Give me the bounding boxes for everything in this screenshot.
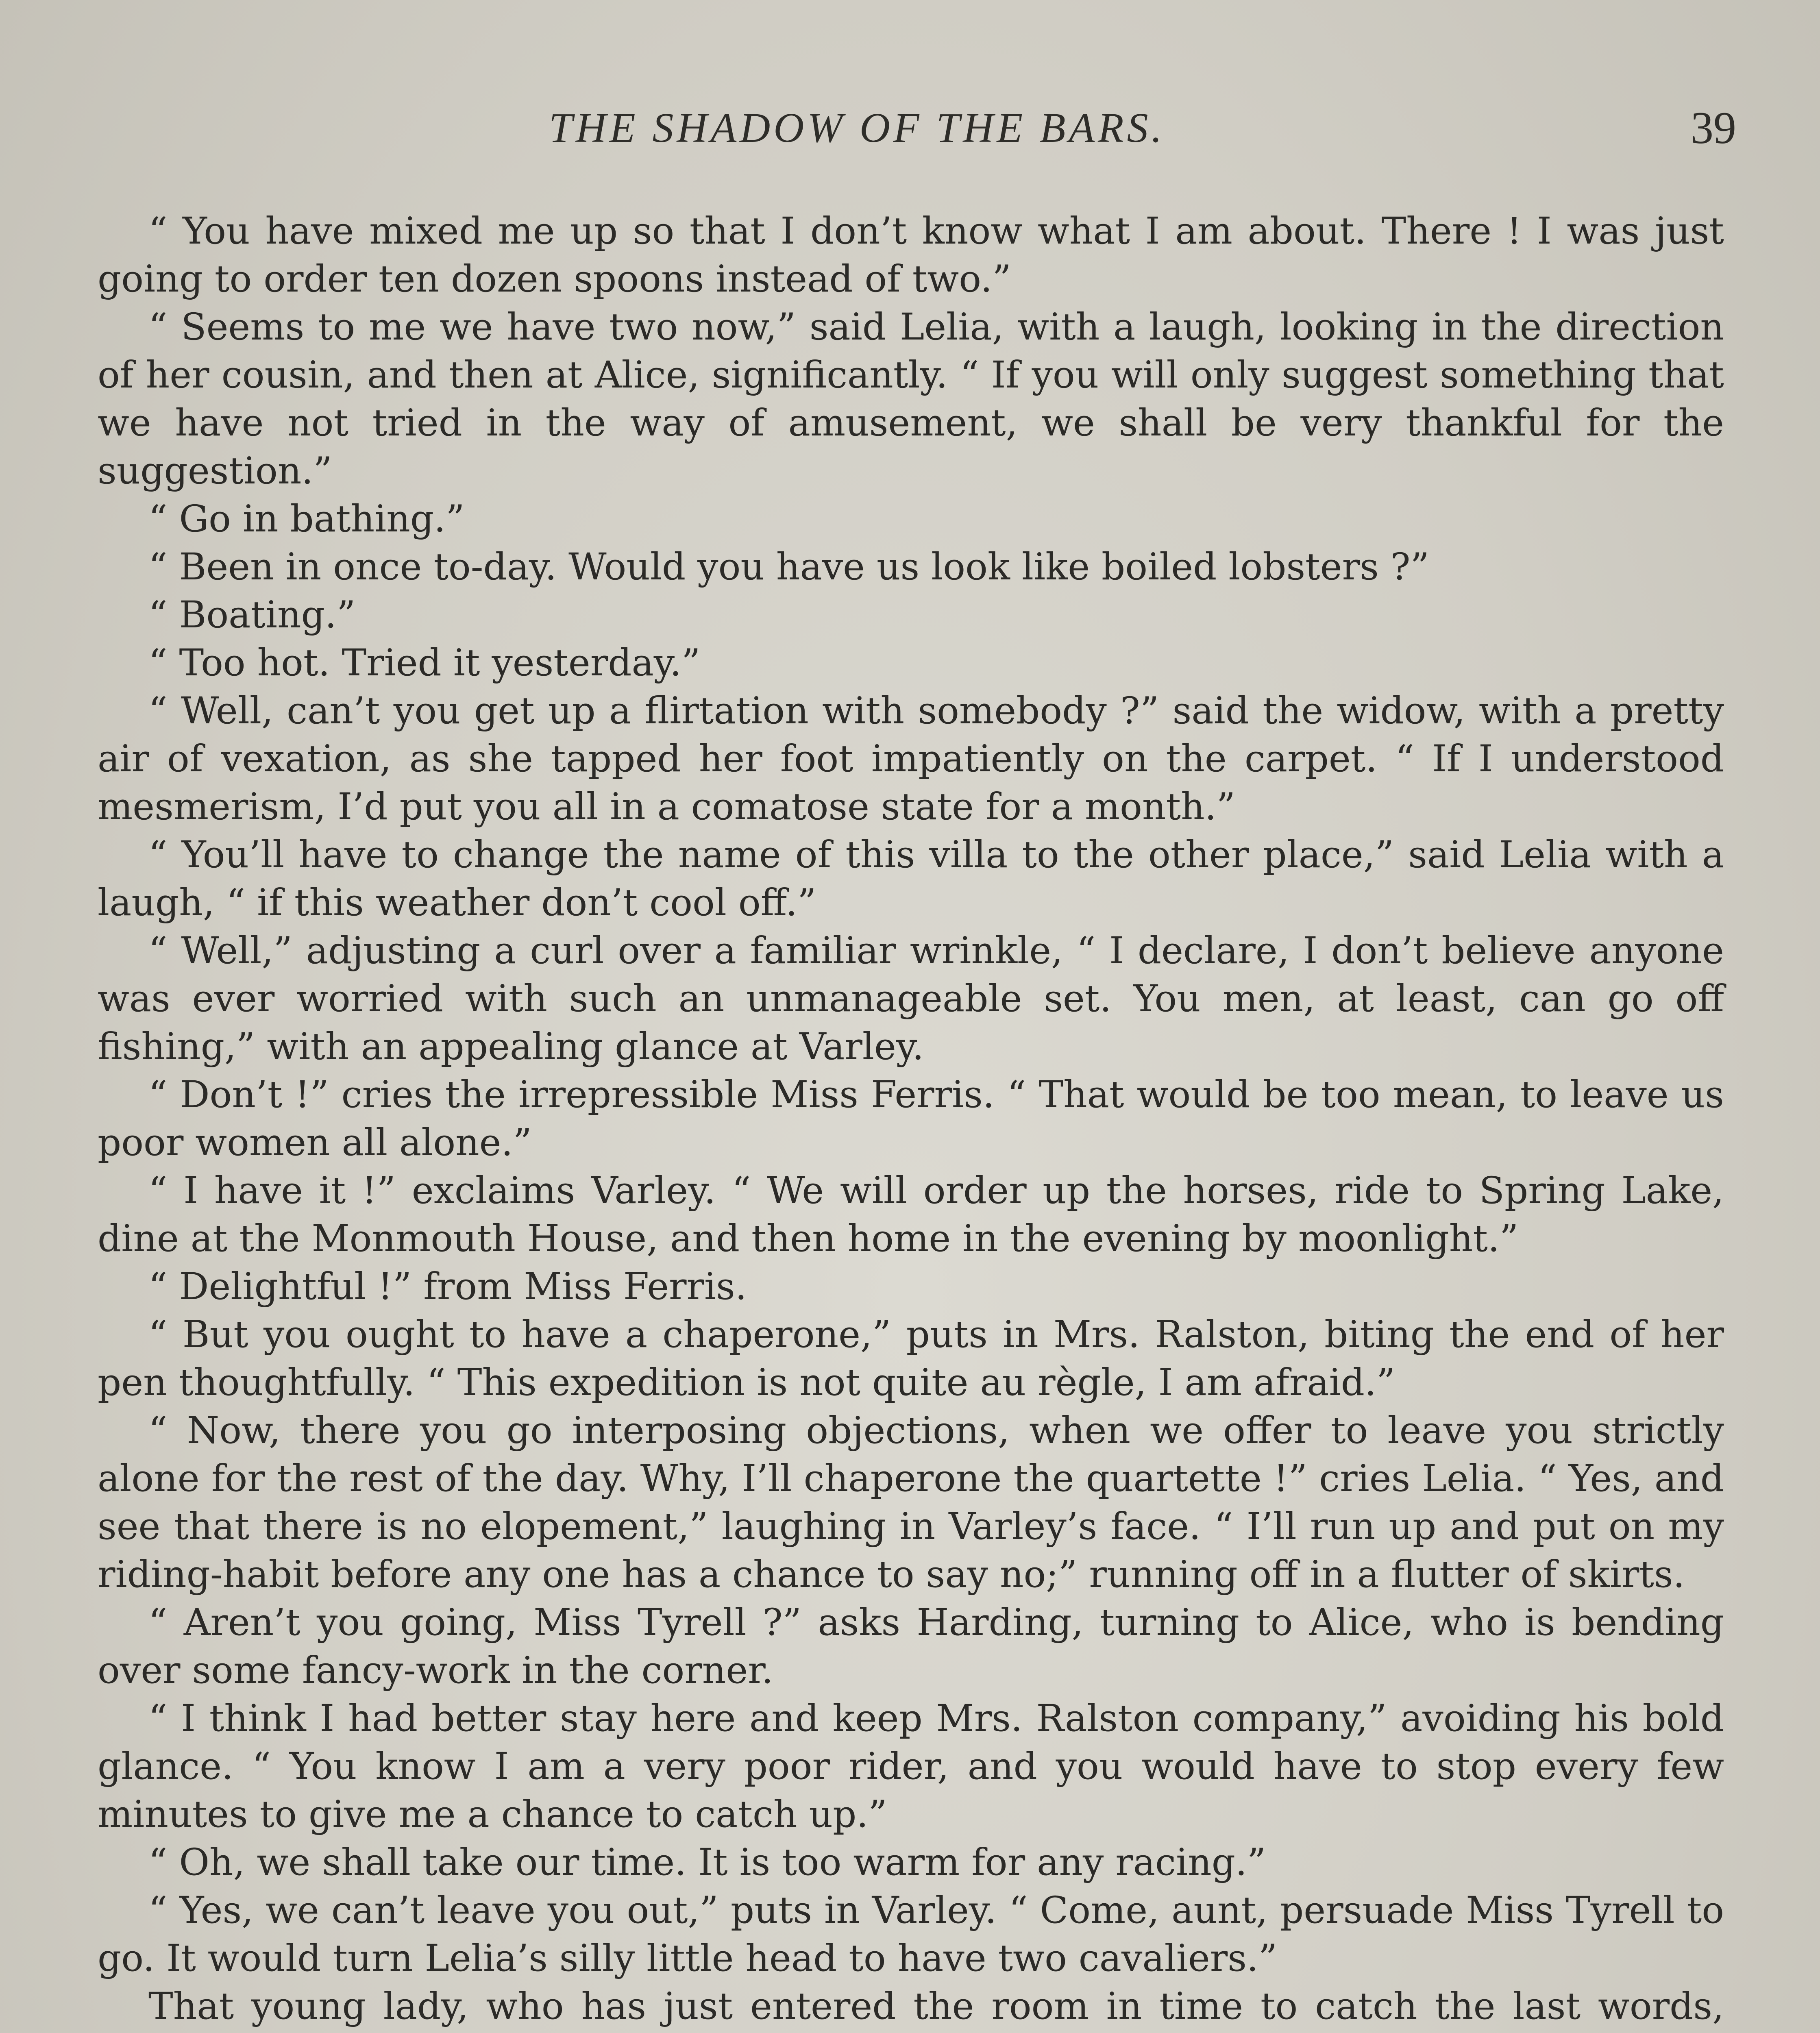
paragraph: “ Don’t !” cries the irrepressible Miss Ferris. “ That would be too mean, to leave us poor women all alone.”	[98, 1073, 1724, 1164]
paragraph: “ You’ll have to change the name of this villa to the other place,” said Lelia with a laugh, “ if this weather don’t cool off.”	[98, 834, 1724, 924]
paragraph: “ Seems to me we have two now,” said Lelia, with a laugh, looking in the direction of her cousin, and then at Alice, significantly. “ If you will only suggest something that we have not tried in the way of amusement, we shall be very thankful for the suggestion.”	[98, 306, 1724, 492]
page-number: 39	[1691, 103, 1736, 153]
paragraph: “ Go in bathing.”	[148, 498, 465, 540]
running-title: THE SHADOW OF THE BARS.	[549, 104, 1165, 151]
body-text	[98, 207, 1724, 2033]
paragraph: “ Well,” adjusting a curl over a familiar wrinkle, “ I declare, I don’t believe anyone was ever worried with such an unmanageable set. You men, at least, can go off fishing,” with an appealing glance at Varley.	[98, 929, 1724, 1068]
paragraph: “ Well, can’t you get up a flirtation with somebody ?” said the widow, with a pretty air of vexation, as she tapped her foot impatiently on the carpet. “ If I understood mesmerism, I’d put you all in a comatose state for a month.”	[98, 690, 1724, 828]
paragraph: “ I think I had better stay here and keep Mrs. Ralston company,” avoiding his bold glance. “ You know I am a very poor rider, and you would have to stop every few minutes to give me a chance to catch up.”	[98, 1697, 1724, 1836]
paragraph: “ Aren’t you going, Miss Tyrell ?” asks Harding, turning to Alice, who is bending over some fancy-work in the corner.	[98, 1601, 1724, 1692]
paragraph: “ Boating.”	[148, 594, 356, 636]
paragraph: “ Been in once to-day. Would you have us look like boiled lobsters ?”	[148, 546, 1430, 588]
paragraph: “ Too hot. Tried it yesterday.”	[148, 642, 701, 684]
paragraph: “ Yes, we can’t leave you out,” puts in Varley. “ Come, aunt, persuade Miss Tyrell to go. It would turn Lelia’s silly little head to have two cavaliers.”	[98, 1889, 1724, 1980]
paragraph: “ Oh, we shall take our time. It is too warm for any racing.”	[148, 1841, 1266, 1884]
paragraph: “ Now, there you go interposing objections, when we offer to leave you strictly alone for the rest of the day. Why, I’ll chaperone the quartette !” cries Lelia. “ Yes, and see that there is no elopement,” laughing in Varley’s face. “ I’ll run up and put on my riding-habit before any one has a chance to say no;” running off in a flutter of skirts.	[98, 1409, 1724, 1596]
running-header	[102, 102, 1740, 155]
paragraph: “ You have mixed me up so that I don’t know what I am about. There ! I was just going to order ten dozen spoons instead of two.”	[98, 210, 1724, 300]
paragraph: “ Delightful !” from Miss Ferris.	[148, 1265, 747, 1308]
paragraph: “ But you ought to have a chaperone,” puts in Mrs. Ralston, biting the end of her pen thoughtfully. “ This expedition is not quite au règle, I am afraid.”	[98, 1313, 1724, 1404]
paragraph: That young lady, who has just entered the room in time to catch the last words,	[148, 1985, 1724, 2028]
paragraph: “ I have it !” exclaims Varley. “ We will order up the horses, ride to Spring Lake, dine at the Monmouth House, and then home in the evening by moonlight.”	[98, 1169, 1724, 1260]
